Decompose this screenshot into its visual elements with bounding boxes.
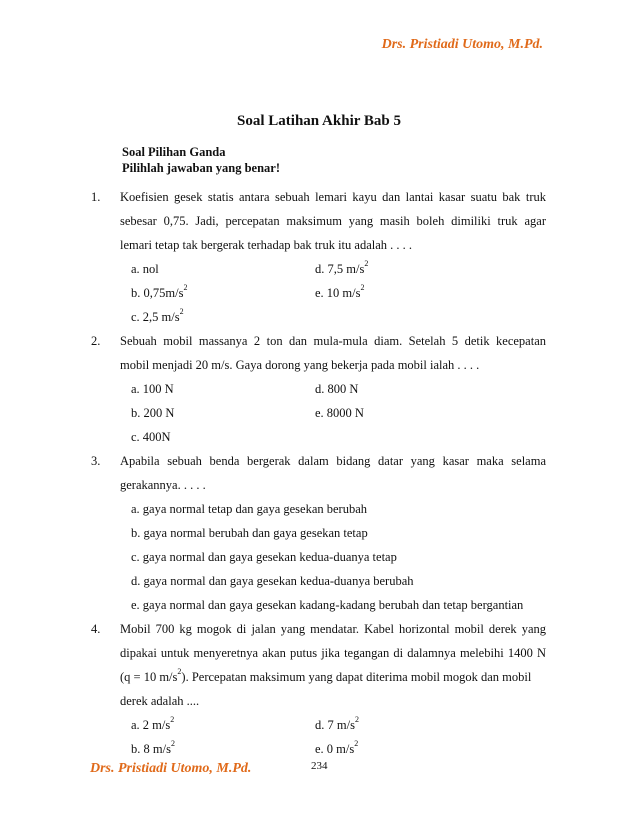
question-1-option-c: c. 2,5 $m/s^2$: [131, 307, 184, 324]
question-2-line-2: mobil menjadi 20 m/s. Gaya dorong yang bekerja pada mobil ialah . . . .: [120, 358, 480, 372]
question-4-option-d: d. 7 $m/s^2$: [315, 715, 359, 732]
question-2-option-e: e. 8000 N: [315, 406, 364, 420]
section-instruction: Pilihlah jawaban yang benar!: [122, 161, 281, 175]
question-4-line-1: Mobil 700 kg mogok di jalan yang mendatar. Kabel horizontal mobil derek yang: [120, 622, 546, 636]
question-4-option-e: e. 0 $m/s^2$: [315, 739, 359, 756]
question-2-option-c: c. 400N: [131, 430, 171, 444]
question-1-line-1: Koefisien gesek statis antara sebuah lemari kayu dan lantai kasar suatu bak truk: [120, 190, 546, 204]
question-3-line-2: gerakannya. . . . .: [120, 478, 206, 492]
question-4-number: 4.: [91, 622, 101, 636]
question-4-line-4: derek adalah ....: [120, 694, 200, 708]
question-1-line-2: sebesar 0,75. Jadi, percepatan maksimum yang masih boleh dimiliki truk agar: [120, 214, 546, 228]
question-3-option-c: c. gaya normal dan gaya gesekan kedua-duanya tetap: [131, 550, 397, 564]
question-4-line-3: (q = 10 $m/s^2$). Percepatan maksimum yang dapat diterima mobil mogok dan mobil: [120, 667, 532, 684]
question-3-option-b: b. gaya normal berubah dan gaya gesekan tetap: [131, 526, 368, 540]
page-number: 234: [311, 760, 328, 772]
question-2-number: 2.: [91, 334, 101, 348]
question-2-option-b: b. 200 N: [131, 406, 175, 420]
question-3-option-a: a. gaya normal tetap dan gaya gesekan berubah: [131, 502, 368, 516]
question-3-number: 3.: [91, 454, 101, 468]
question-3-line-1: Apabila sebuah benda bergerak dalam bidang datar yang kasar maka selama: [120, 454, 546, 468]
question-2-option-a: a. 100 N: [131, 382, 174, 396]
question-4-option-b: b. 8 $m/s^2$: [131, 739, 175, 756]
question-1-option-d: d. 7,5 $m/s^2$: [315, 259, 369, 276]
question-3-option-e: e. gaya normal dan gaya gesekan kadang-kadang berubah dan tetap bergantian: [131, 598, 524, 612]
question-1-option-a: a. nol: [131, 262, 159, 276]
question-1-line-3: lemari tetap tak bergerak terhadap bak truk itu adalah . . . .: [120, 238, 413, 252]
question-2-line-1: Sebuah mobil massanya 2 ton dan mula-mula diam. Setelah 5 detik kecepatan: [120, 334, 546, 348]
question-4-line-2: dipakai untuk menyeretnya akan putus jika tegangan di dalamnya melebihi 1400 N: [120, 646, 546, 660]
page-title: Soal Latihan Akhir Bab 5: [237, 113, 401, 129]
question-1-option-b: b. $0,75m/s^2$: [131, 283, 188, 300]
header-author: Drs. Pristiadi Utomo, M.Pd.: [381, 37, 543, 52]
section-heading: Soal Pilihan Ganda: [122, 145, 226, 159]
question-2-option-d: d. 800 N: [315, 382, 359, 396]
question-1-option-e: e. 10 $m/s^2$: [315, 283, 365, 300]
footer-author: Drs. Pristiadi Utomo, M.Pd.: [90, 761, 252, 776]
question-1-number: 1.: [91, 190, 101, 204]
question-4-option-a: a. 2 $m/s^2$: [131, 715, 175, 732]
question-3-option-d: d. gaya normal dan gaya gesekan kedua-duanya berubah: [131, 574, 414, 588]
